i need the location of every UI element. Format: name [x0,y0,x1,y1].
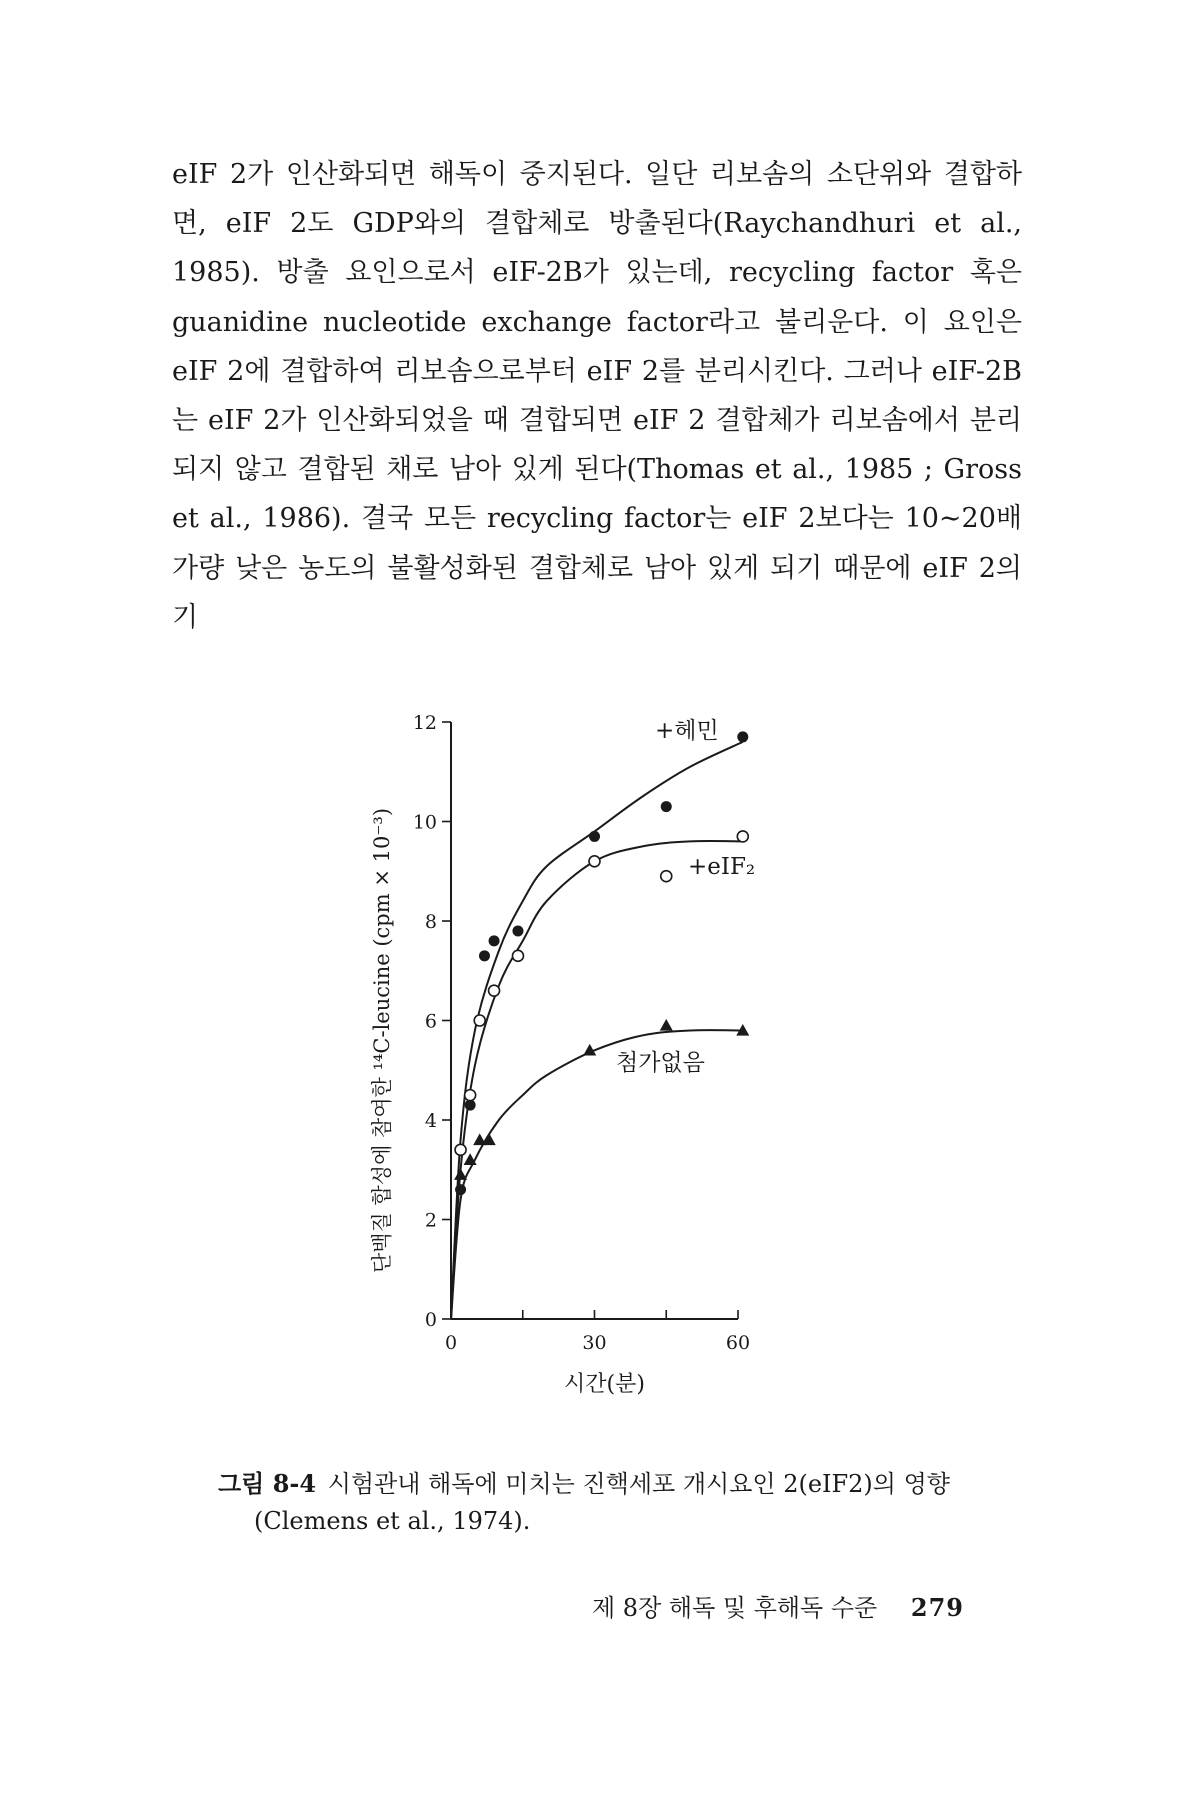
legend-label-2: 첨가없음 [616,1050,705,1076]
data-point-none [473,1133,486,1145]
chart-points [454,731,749,1195]
chart-axes [413,712,750,1354]
data-point-hemin [455,1184,466,1195]
legend-label-0: +헤민 [655,718,719,744]
data-point-eif2 [512,950,523,961]
data-point-eif2 [589,856,600,867]
y-axis-label: 단백질 합성에 참여한 ¹⁴C-leucine (cpm × 10⁻³) [370,807,394,1274]
x-tick-label: 60 [725,1332,751,1354]
x-tick-label: 0 [444,1332,458,1354]
page-footer [592,1588,964,1623]
page-number: 279 [910,1593,964,1622]
data-point-eif2 [661,871,672,882]
data-point-hemin [489,935,500,946]
y-tick-label: 4 [424,1110,437,1132]
series-curve-0 [451,742,743,1319]
x-axis-label: 시간(분) [564,1372,645,1397]
data-point-eif2 [455,1144,466,1155]
data-point-hemin [512,925,523,936]
data-point-hemin [737,731,748,742]
caption-reference: (Clemens et al., 1974). [254,1507,531,1535]
x-tick-label: 30 [582,1332,607,1354]
data-point-eif2 [489,985,500,996]
data-point-hemin [465,1100,476,1111]
data-point-eif2 [465,1090,476,1101]
data-point-none [660,1019,673,1031]
data-point-hemin [589,831,600,842]
body-text [172,150,1022,642]
data-point-eif2 [474,1015,485,1026]
caption-label: 그림 8-4 [218,1469,317,1498]
data-point-none [454,1168,467,1180]
data-point-none [464,1153,477,1165]
data-point-hemin [479,950,490,961]
y-tick-label: 8 [424,911,437,933]
data-point-none [483,1133,496,1145]
legend-label-1: +eIF₂ [688,854,756,880]
series-curve-2 [451,1030,743,1319]
data-point-eif2 [737,831,748,842]
series-curve-1 [451,841,743,1319]
data-point-none [583,1044,596,1056]
y-tick-label: 6 [424,1010,437,1033]
chart-curves [451,742,743,1319]
y-tick-label: 10 [412,811,437,834]
body-paragraph: eIF 2가 인산화되면 해독이 중지된다. 일단 리보솜의 소단위와 결합하면, eIF 2도 GDP와의 결합체로 방출된다(Raychandhuri et al., 1985). 방출 요인으로서 eIF-2B가 있는데, recycling factor 혹은 guanidine nucleotide exchange factor라고 불리운다. 이 요인은 eIF 2에 결합하여 리보솜으로부터 eIF 2를 분리시킨다. 그러나 eIF-2B는 eIF 2가 인산화되었을 때 결합되면 eIF 2 결합체가 리보솜에서 분리되지 않고 결합된 채로 남아 있게 된다(Thomas et al., 1985 ; Gross et al., 1986). 결국 모든 recycling factor는 eIF 2보다는 10∼20배 가량 낮은 농도의 불활성화된 결합체로 남아 있게 되기 때문에 eIF 2의 기 [172,159,1022,633]
data-point-none [736,1024,749,1036]
y-tick-label: 12 [412,712,437,734]
running-head: 제 8장 해독 및 후해독 수준 [591,1594,878,1622]
figure-caption [218,1465,1018,1540]
caption-text: 시험관내 해독에 미치는 진핵세포 개시요인 2(eIF2)의 영향 [327,1470,950,1498]
y-tick-label: 2 [424,1209,437,1232]
chart-labels [370,718,755,1397]
data-point-hemin [661,801,672,812]
y-tick-label: 0 [424,1309,437,1331]
